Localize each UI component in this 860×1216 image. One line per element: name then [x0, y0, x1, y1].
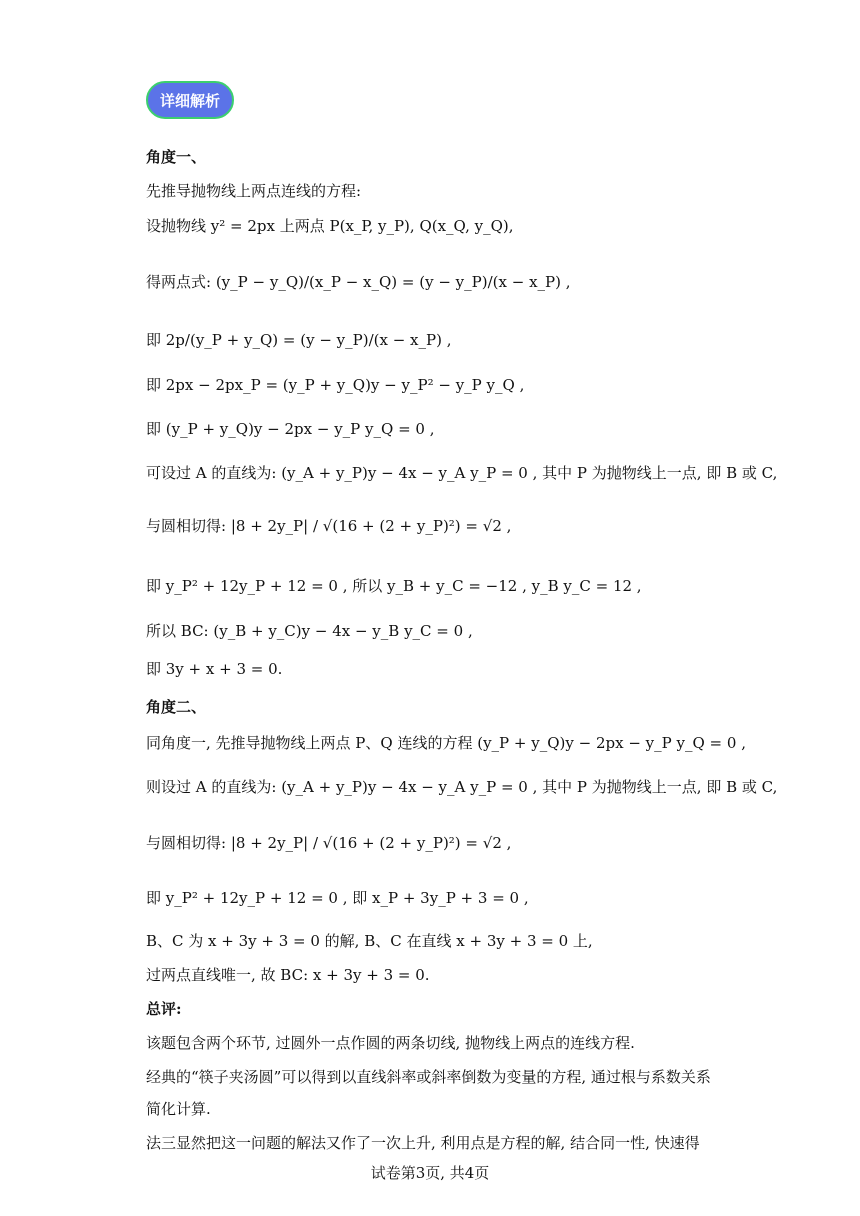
solution-line: 即 y_P² + 12y_P + 12 = 0 , 所以 y_B + y_C = −12 , y_B y_C = 12 ,: [146, 577, 642, 595]
section-heading: 角度一、: [146, 148, 207, 166]
solution-line: 经典的“筷子夹汤圆”可以得到以直线斜率或斜率倒数为变量的方程, 通过根与系数关系: [146, 1068, 711, 1086]
solution-line: 即 (y_P + y_Q)y − 2px − y_P y_Q = 0 ,: [146, 420, 435, 438]
solution-line: 同角度一, 先推导抛物线上两点 P、Q 连线的方程 (y_P + y_Q)y − 2px − y_P y_Q = 0 ,: [146, 734, 746, 752]
solution-line: B、C 为 x + 3y + 3 = 0 的解, B、C 在直线 x + 3y + 3 = 0 上,: [146, 932, 593, 950]
solution-line: 所以 BC: (y_B + y_C)y − 4x − y_B y_C = 0 ,: [146, 622, 473, 640]
solution-line: 则设过 A 的直线为: (y_A + y_P)y − 4x − y_A y_P = 0 , 其中 P 为抛物线上一点, 即 B 或 C,: [146, 778, 778, 796]
solution-line: 与圆相切得: |8 + 2y_P| / √(16 + (2 + y_P)²) = √2 ,: [146, 834, 512, 852]
solution-line: 即 y_P² + 12y_P + 12 = 0 , 即 x_P + 3y_P + 3 = 0 ,: [146, 889, 529, 907]
page-footer: 试卷第3页, 共4页: [370, 1164, 490, 1182]
detailed-analysis-badge: 详细解析: [146, 81, 234, 119]
solution-line: 即 3y + x + 3 = 0.: [146, 660, 283, 678]
solution-line: 先推导抛物线上两点连线的方程:: [146, 182, 362, 200]
solution-line: 即 2p/(y_P + y_Q) = (y − y_P)/(x − x_P) ,: [146, 331, 452, 349]
solution-line: 简化计算.: [146, 1100, 211, 1118]
solution-line: 法三显然把这一问题的解法又作了一次上升, 利用点是方程的解, 结合同一性, 快速得: [146, 1134, 700, 1152]
solution-line: 可设过 A 的直线为: (y_A + y_P)y − 4x − y_A y_P = 0 , 其中 P 为抛物线上一点, 即 B 或 C,: [146, 464, 778, 482]
section-heading: 角度二、: [146, 698, 207, 716]
section-heading: 总评:: [146, 1000, 182, 1018]
solution-line: 得两点式: (y_P − y_Q)/(x_P − x_Q) = (y − y_P)/(x − x_P) ,: [146, 273, 571, 291]
solution-line: 与圆相切得: |8 + 2y_P| / √(16 + (2 + y_P)²) = √2 ,: [146, 517, 512, 535]
solution-line: 过两点直线唯一, 故 BC: x + 3y + 3 = 0.: [146, 966, 430, 984]
solution-line: 设抛物线 y² = 2px 上两点 P(x_P, y_P), Q(x_Q, y_Q),: [146, 217, 514, 235]
solution-line: 即 2px − 2px_P = (y_P + y_Q)y − y_P² − y_P y_Q ,: [146, 376, 525, 394]
solution-line: 该题包含两个环节, 过圆外一点作圆的两条切线, 抛物线上两点的连线方程.: [146, 1034, 635, 1052]
